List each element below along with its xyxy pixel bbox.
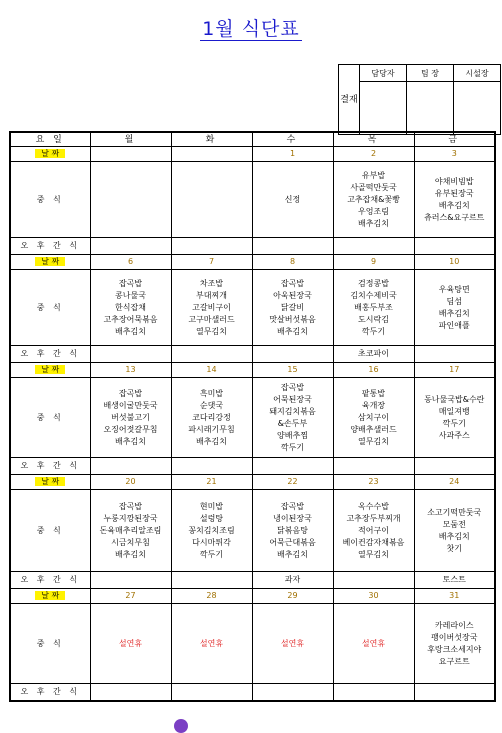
date-cell: 27 <box>90 589 171 604</box>
meal-row <box>10 490 495 572</box>
meal-item: 배생이굴만둣국 <box>103 400 158 410</box>
meal-item: 배추김치 <box>115 326 146 336</box>
date-cell: 22 <box>252 475 333 490</box>
meal-cell <box>414 490 495 572</box>
date-row <box>10 475 495 490</box>
meal-row <box>10 162 495 238</box>
meal-item: 모둠전 <box>442 519 466 529</box>
snack-cell <box>333 572 414 589</box>
menu-table <box>9 131 496 702</box>
meal-cell <box>252 490 333 572</box>
meal-item: 배홍두부조 <box>354 302 393 312</box>
meal-label: 중 식 <box>10 490 90 572</box>
meal-item: 부대찌개 <box>196 290 227 300</box>
snack-cell <box>252 238 333 255</box>
header-cell: 요 일 <box>10 132 90 147</box>
meal-item: 팥통밥 <box>361 388 386 398</box>
date-cell: 20 <box>90 475 171 490</box>
meal-item: 파시래기무침 <box>188 424 235 434</box>
meal-item: 순댓국 <box>199 400 224 410</box>
meal-cell <box>171 270 252 346</box>
meal-item: 배추김치 <box>277 549 308 559</box>
meal-item: 시금치무침 <box>111 537 150 547</box>
date-row <box>10 363 495 378</box>
meal-item: 유부된장국 <box>434 188 474 198</box>
date-cell: 28 <box>171 589 252 604</box>
snack-cell <box>90 572 171 589</box>
snack-cell <box>90 238 171 255</box>
meal-item: 설연휴 <box>199 638 224 648</box>
meal-item: 도시락김 <box>358 314 389 324</box>
snack-cell <box>171 572 252 589</box>
date-cell: 9 <box>333 255 414 270</box>
meal-item: 양배추샐러드 <box>350 424 397 434</box>
meal-item: 사골떡만둣국 <box>350 182 397 192</box>
meal-row <box>10 270 495 346</box>
date-row <box>10 147 495 162</box>
meal-item: 파인애플 <box>438 320 470 330</box>
date-label: 날 짜 <box>10 475 90 490</box>
meal-label: 중 식 <box>10 270 90 346</box>
date-cell: 2 <box>333 147 414 162</box>
snack-cell <box>414 346 495 363</box>
snack-cell <box>333 238 414 255</box>
snack-cell <box>171 684 252 702</box>
meal-cell <box>252 378 333 458</box>
meal-cell <box>333 490 414 572</box>
meal-item: 육개장 <box>361 400 386 410</box>
meal-cell <box>414 162 495 238</box>
meal-cell <box>90 270 171 346</box>
meal-item: 베이컨감자채볶음 <box>342 537 405 547</box>
header-cell: 금 <box>414 132 495 147</box>
date-label: 날 짜 <box>10 147 90 162</box>
meal-item: 배추김치 <box>196 436 227 446</box>
date-cell: 30 <box>333 589 414 604</box>
meal-item: 잡곡밥 <box>280 501 305 511</box>
date-cell: 16 <box>333 363 414 378</box>
meal-cell <box>90 378 171 458</box>
snack-cell <box>252 458 333 475</box>
meal-item: 닭볶음탕 <box>277 525 308 535</box>
meal-item: 어묵된장국 <box>273 394 312 404</box>
approval-sign-manager[interactable] <box>407 82 454 135</box>
meal-item: 고추장두부찌개 <box>346 513 401 523</box>
approval-label: 결재 <box>339 65 360 135</box>
meal-item: 삼치구이 <box>358 412 389 422</box>
meal-item: 김치수제비국 <box>350 290 397 300</box>
meal-cell <box>414 604 495 684</box>
meal-label: 중 식 <box>10 378 90 458</box>
snack-cell <box>90 346 171 363</box>
meal-item: 야채비빔밥 <box>434 176 474 186</box>
meal-item: 검정콩밥 <box>358 278 389 288</box>
header-cell: 수 <box>252 132 333 147</box>
snack-label: 오 후 간 식 <box>10 684 90 702</box>
date-cell: 3 <box>414 147 495 162</box>
approval-sign-director[interactable] <box>454 82 501 135</box>
meal-cell <box>414 270 495 346</box>
date-label: 날 짜 <box>10 363 90 378</box>
meal-cell <box>414 378 495 458</box>
meal-cell <box>333 162 414 238</box>
date-label: 날 짜 <box>10 255 90 270</box>
approval-sign-staff[interactable] <box>360 82 407 135</box>
date-cell: 8 <box>252 255 333 270</box>
snack-row <box>10 458 495 475</box>
meal-item: 찻기 <box>446 543 462 553</box>
date-row <box>10 255 495 270</box>
snack-cell <box>333 684 414 702</box>
date-cell: 10 <box>414 255 495 270</box>
snack-label: 오 후 간 식 <box>10 572 90 589</box>
meal-item: 설연휴 <box>361 638 386 648</box>
meal-item: 신정 <box>284 194 301 204</box>
meal-item: 팽이버섯장국 <box>431 632 478 642</box>
page-title: 1월 식단표 <box>202 18 300 40</box>
meal-item: 양배추찜 <box>277 430 308 440</box>
meal-label: 중 식 <box>10 162 90 238</box>
meal-cell <box>171 490 252 572</box>
meal-item: 깍두기 <box>199 549 224 559</box>
date-cell <box>90 147 171 162</box>
date-cell: 23 <box>333 475 414 490</box>
snack-cell <box>171 458 252 475</box>
snack-cell <box>171 346 252 363</box>
date-cell: 1 <box>252 147 333 162</box>
meal-item: 열무김치 <box>196 326 227 336</box>
meal-item: 잡곡밥 <box>280 382 305 392</box>
date-cell: 21 <box>171 475 252 490</box>
meal-item: 고추장어묵볶음 <box>103 314 158 324</box>
snack-cell <box>252 684 333 702</box>
meal-item: 동나물국밥&수란 <box>424 394 485 404</box>
meal-item: 어묵근대볶음 <box>269 537 316 547</box>
approval-header-manager: 팀 장 <box>407 65 454 82</box>
meal-item: 누룽지깡된장국 <box>103 513 158 523</box>
snack-row <box>10 684 495 702</box>
snack-cell <box>90 458 171 475</box>
meal-item: 코다리강정 <box>192 412 231 422</box>
circle-icon <box>174 719 188 733</box>
meal-item: 배추김치 <box>438 531 470 541</box>
meal-item: 꽁치김치조림 <box>188 525 235 535</box>
date-cell: 15 <box>252 363 333 378</box>
snack-cell <box>333 458 414 475</box>
date-cell: 17 <box>414 363 495 378</box>
meal-item: 돈육매추리알조림 <box>99 525 162 535</box>
date-cell: 31 <box>414 589 495 604</box>
date-cell: 24 <box>414 475 495 490</box>
meal-cell <box>171 378 252 458</box>
date-row <box>10 589 495 604</box>
snack-cell <box>414 238 495 255</box>
meal-item: 한식잡채 <box>115 302 146 312</box>
meal-item: 우엉조림 <box>358 206 389 216</box>
meal-item: 깍두기 <box>280 442 305 452</box>
meal-item: 차조밥 <box>199 278 224 288</box>
meal-item: 열무김치 <box>358 549 389 559</box>
meal-item: 현미밥 <box>199 501 224 511</box>
meal-cell <box>171 162 252 238</box>
meal-item: 냉이된장국 <box>273 513 312 523</box>
date-cell: 6 <box>90 255 171 270</box>
header-row <box>10 132 495 147</box>
meal-item: 콩나물국 <box>115 290 146 300</box>
meal-item: 고구마샐러드 <box>188 314 235 324</box>
meal-item: 배추김치 <box>115 549 146 559</box>
meal-item: 고갈비구이 <box>192 302 231 312</box>
meal-item: 설렁탕 <box>199 513 224 523</box>
header-cell: 목 <box>333 132 414 147</box>
meal-item: 매일져뱅 <box>438 406 470 416</box>
meal-cell <box>90 490 171 572</box>
meal-cell <box>171 604 252 684</box>
date-label: 날 짜 <box>10 589 90 604</box>
snack-row <box>10 572 495 589</box>
snack-cell <box>252 346 333 363</box>
meal-item: 맛살버섯볶음 <box>269 314 316 324</box>
meal-item: &손두부 <box>277 418 308 428</box>
snack-label: 오 후 간 식 <box>10 458 90 475</box>
snack-row <box>10 346 495 363</box>
header-cell: 화 <box>171 132 252 147</box>
meal-cell <box>252 162 333 238</box>
header-cell: 월 <box>90 132 171 147</box>
meal-item: 고추잡채&꽃빵 <box>347 194 400 204</box>
snack-cell: 초코파이 <box>333 346 414 363</box>
meal-item: 딤섬 <box>446 296 462 306</box>
meal-item: 적어구이 <box>358 525 389 535</box>
meal-item: 아욱된장국 <box>273 290 312 300</box>
meal-item: 잡곡밥 <box>280 278 305 288</box>
meal-cell <box>333 270 414 346</box>
meal-item: 소고기떡만둣국 <box>427 507 482 517</box>
snack-row <box>10 238 495 255</box>
meal-cell <box>90 604 171 684</box>
date-cell: 7 <box>171 255 252 270</box>
snack-cell: 과자 <box>252 572 333 589</box>
meal-item: 배추김치 <box>438 308 470 318</box>
meal-item: 후랑크소세지야 <box>427 644 482 654</box>
meal-item: 다시마튀각 <box>192 537 231 547</box>
approval-header-director: 시설장 <box>454 65 501 82</box>
meal-cell <box>333 378 414 458</box>
meal-cell <box>90 162 171 238</box>
date-cell: 13 <box>90 363 171 378</box>
meal-item: 열무김치 <box>358 436 389 446</box>
approval-header-staff: 담당자 <box>360 65 407 82</box>
meal-row <box>10 604 495 684</box>
snack-cell: 토스트 <box>414 572 495 589</box>
meal-item: 흑미밥 <box>199 388 224 398</box>
meal-item: 카레라이스 <box>434 620 474 630</box>
meal-item: 설연휴 <box>118 638 143 648</box>
meal-cell <box>252 604 333 684</box>
meal-item: 배추김치 <box>115 436 146 446</box>
meal-item: 요구르트 <box>438 656 470 666</box>
meal-item: 배추김치 <box>358 218 389 228</box>
meal-item: 잡곡밥 <box>118 278 143 288</box>
meal-cell <box>252 270 333 346</box>
meal-item: 깍두기 <box>442 418 466 428</box>
meal-item: 깍두기 <box>361 326 386 336</box>
meal-label: 중 식 <box>10 604 90 684</box>
meal-item: 유부밥 <box>361 170 386 180</box>
date-cell: 29 <box>252 589 333 604</box>
meal-item: 우육탕면 <box>438 284 470 294</box>
meal-item: 닭갈비 <box>280 302 305 312</box>
meal-cell <box>333 604 414 684</box>
date-cell <box>171 147 252 162</box>
snack-cell <box>171 238 252 255</box>
snack-label: 오 후 간 식 <box>10 346 90 363</box>
snack-cell <box>414 684 495 702</box>
meal-row <box>10 378 495 458</box>
meal-item: 설연휴 <box>280 638 305 648</box>
snack-cell <box>414 458 495 475</box>
meal-item: 잡곡밥 <box>118 501 143 511</box>
meal-item: 배추김치 <box>438 200 470 210</box>
meal-item: 배추김치 <box>277 326 308 336</box>
date-cell: 14 <box>171 363 252 378</box>
meal-item: 버섯불고기 <box>111 412 150 422</box>
snack-cell <box>90 684 171 702</box>
meal-item: 돼지김치볶음 <box>269 406 316 416</box>
snack-label: 오 후 간 식 <box>10 238 90 255</box>
approval-box <box>338 64 501 135</box>
meal-item: 옥수수밥 <box>358 501 389 511</box>
meal-item: 오징어젓갈무침 <box>103 424 158 434</box>
meal-item: 츄러스&요구르트 <box>424 212 485 222</box>
meal-item: 사과주스 <box>438 430 470 440</box>
meal-item: 잡곡밥 <box>118 388 143 398</box>
